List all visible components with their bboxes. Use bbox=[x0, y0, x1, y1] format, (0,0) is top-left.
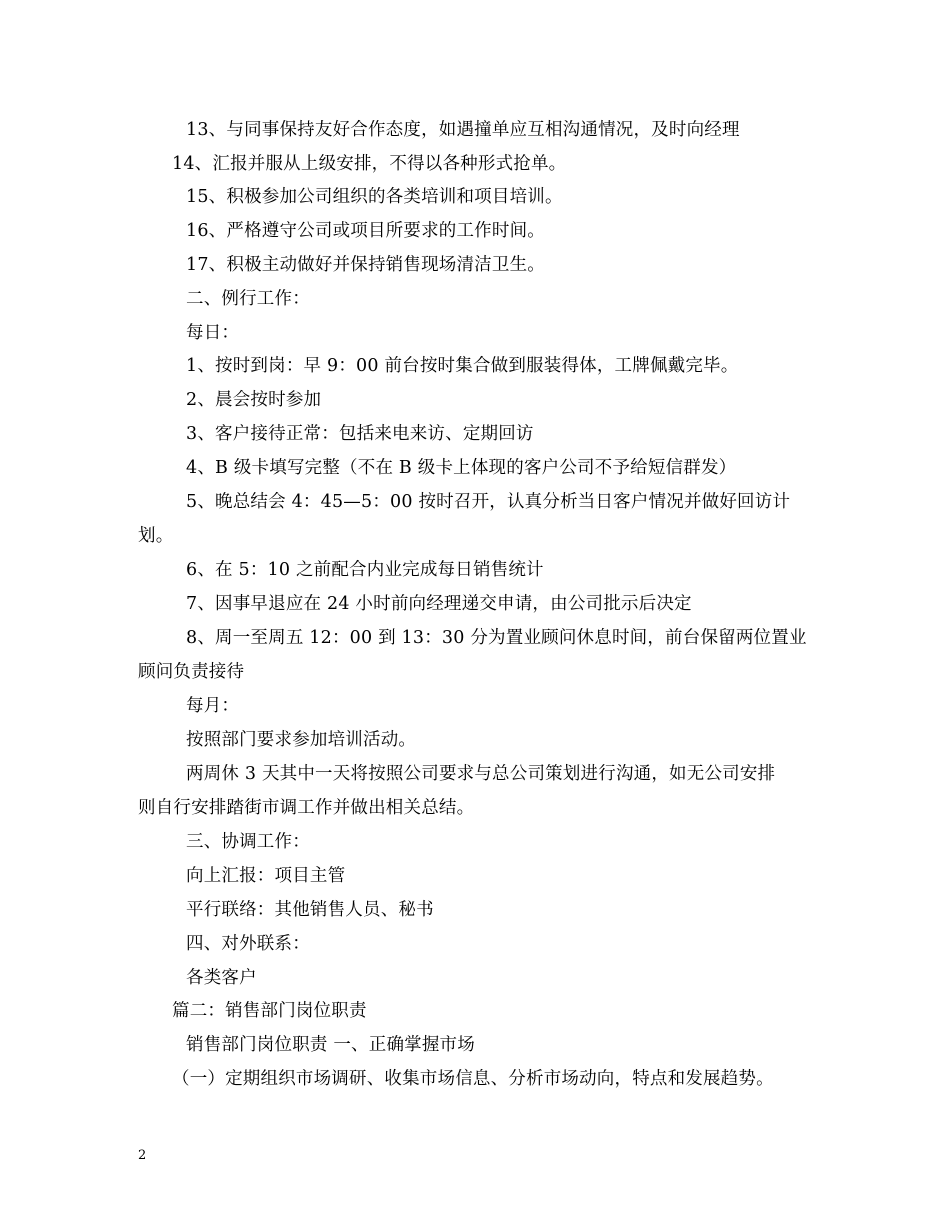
text-line: 两周休 3 天其中一天将按照公司要求与总公司策划进行沟通，如无公司安排 bbox=[186, 764, 776, 784]
text-line: 16、严格遵守公司或项目所要求的工作时间。 bbox=[186, 221, 545, 241]
text-line: 向上汇报：项目主管 bbox=[186, 866, 346, 886]
text-line-continuation: 划。 bbox=[138, 526, 174, 546]
text-line: 2、晨会按时参加 bbox=[186, 390, 322, 410]
section-heading: 三、协调工作： bbox=[186, 832, 310, 852]
text-line: 6、在 5：10 之前配合内业完成每日销售统计 bbox=[186, 560, 544, 580]
section-heading: 四、对外联系： bbox=[186, 934, 310, 954]
chapter-heading: 篇二：销售部门岗位职责 bbox=[172, 1001, 367, 1021]
text-line: 各类客户 bbox=[186, 968, 257, 988]
text-line: 1、按时到岗：早 9：00 前台按时集合做到服装得体，工牌佩戴完毕。 bbox=[186, 356, 739, 376]
subsection-heading: 每月： bbox=[186, 696, 240, 716]
text-line: （一）定期组织市场调研、收集市场信息、分析市场动向，特点和发展趋势。 bbox=[172, 1069, 774, 1089]
text-line: 销售部门岗位职责 一、正确掌握市场 bbox=[186, 1035, 475, 1055]
text-line: 17、积极主动做好并保持销售现场清洁卫生。 bbox=[186, 255, 545, 275]
text-line: 15、积极参加公司组织的各类培训和项目培训。 bbox=[186, 187, 563, 207]
text-line-continuation: 顾问负责接待 bbox=[138, 662, 245, 682]
text-line: 7、因事早退应在 24 小时前向经理递交申请，由公司批示后决定 bbox=[186, 594, 692, 614]
subsection-heading: 每日： bbox=[186, 323, 240, 343]
text-line: 14、汇报并服从上级安排，不得以各种形式抢单。 bbox=[172, 154, 567, 174]
page-number: 2 bbox=[138, 1148, 147, 1163]
text-line: 5、晚总结会 4：45—5：00 按时召开，认真分析当日客户情况并做好回访计 bbox=[186, 492, 791, 512]
text-line: 8、周一至周五 12：00 到 13：30 分为置业顾问休息时间，前台保留两位置业 bbox=[186, 628, 807, 648]
text-line: 13、与同事保持友好合作态度，如遇撞单应互相沟通情况，及时向经理 bbox=[186, 120, 740, 140]
text-line: 3、客户接待正常：包括来电来访、定期回访 bbox=[186, 424, 534, 444]
section-heading: 二、例行工作： bbox=[186, 289, 310, 309]
text-line: 4、B 级卡填写完整（不在 B 级卡上体现的客户公司不予给短信群发） bbox=[186, 458, 737, 478]
text-line-continuation: 则自行安排踏街市调工作并做出相关总结。 bbox=[138, 798, 475, 818]
text-line: 平行联络：其他销售人员、秘书 bbox=[186, 900, 434, 920]
text-line: 按照部门要求参加培训活动。 bbox=[186, 730, 417, 750]
